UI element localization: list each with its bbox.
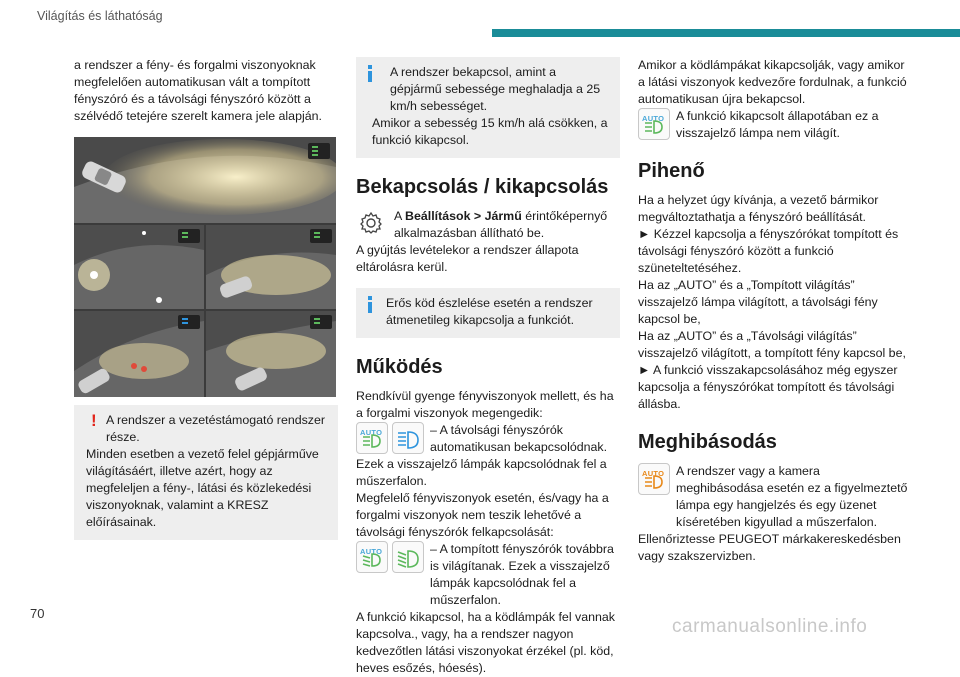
illustration-panel-5 [206,311,336,397]
settings-pre: A [394,209,406,223]
auto-fault-icon [638,463,670,495]
heading-operation: Működés [356,356,443,378]
auto-lamp-off-icon [638,108,670,140]
auto-label: AUTO [642,469,665,478]
fog-off-text: A funkció kikapcsol, ha a ködlámpák fel vannak kapcsolva., vagy, ha a rendszer nagyon kedvezőtlen látási viszonyokat érzékel (pl. köd, heves esőzés, hóesés). [356,610,615,675]
intro-paragraph: a rendszer a fény- és forgalmi viszonyoknak megfelelően automatikusan vált a tompított fényszóró és a távolsági fényszóró között a szélvédő tetejére szerelt kamera jele alapján. [74,58,322,123]
low-beam-intro: Megfelelő fényviszonyok esetén, és/vagy ha a forgalmi viszonyok nem teszik lehetővé a távolsági fényszórók felkapcsolását: [356,491,609,539]
warning-first-line: A rendszer a vezetéstámogató rendszer része. [106,413,326,444]
fault-first: A rendszer vagy a kamera meghibásodása esetén ez a figyelmeztető lámpa egy hangjelzés és egy üzenet kíséretében kigyullad a műszerfalon. [676,464,908,529]
info-speed-off: Amikor a sebesség 15 km/h alá csökken, a funkció kikapcsol. [372,116,608,147]
page-header-title: Világítás és láthatóság [37,9,163,23]
info-box-fog [356,288,620,338]
info-icon [368,296,372,313]
low-beam-icon [392,541,424,573]
pause-p2: ► Kézzel kapcsolja a fényszórókat tompított és távolsági fényszóró között a funkció szüneteltetéséhez. [638,227,899,275]
fault-row [638,463,908,531]
heading-fault: Meghibásodás [638,431,777,453]
warning-box [74,405,338,540]
fog-return-text: Amikor a ködlámpákat kikapcsolják, vagy amikor a látási viszonyok kedvezőre fordulnak, a funkció automatikusan újra bekapcsol. [638,58,907,106]
pause-p1: Ha a helyzet úgy kívánja, a vezető bármikor megváltoztathatja a fényszóró beállítását. [638,193,879,224]
warning-icon: ! [91,411,97,430]
heading-pause: Pihenő [638,160,705,182]
ignition-text: A gyújtás levételekor a rendszer állapota eltárolásra kerül. [356,243,579,274]
low-beam-text: – A tompított fényszórók továbbra is világítanak. Ezek a visszajelző lámpák kapcsolódnak fel a műszerfalon. [430,542,614,607]
illustration-panel-2 [74,225,204,309]
auto-label: AUTO [360,547,383,556]
info-speed-on: A rendszer bekapcsol, amint a gépjármű sebessége meghaladja a 25 km/h sebességet. [390,65,601,113]
low-beam-row [356,541,620,609]
warning-text: Minden esetben a vezető felel gépjárműve világításáért, illetve azért, hogy az megfeleljen a fény-, látási és közlekedési viszonyoknak, valamint a KRESZ előírásainak. [86,447,319,529]
settings-text [394,208,620,242]
settings-post: érintőképernyő alkalmazásban állítható be. [394,209,608,240]
pause-p5: ► A funkció visszakapcsolásához még egyszer kapcsolja a fényszórókat tompított és távolsági állásba. [638,363,898,411]
off-state-text: A funkció kikapcsolt állapotában ez a visszajelző lámpa nem világít. [676,109,879,140]
high-beam-icon [392,422,424,454]
auto-label: AUTO [360,428,383,437]
middle-column [356,57,620,677]
right-column [638,57,908,565]
header-accent-bar [492,29,960,37]
off-state-row [638,108,908,142]
pause-p3: Ha az „AUTO” és a „Tompított világítás” visszajelző lámpa világított, a távolsági fény kapcsol be, [638,278,878,326]
operation-intro: Rendkívül gyenge fényviszonyok mellett, és ha a forgalmi viszonyok megengedik: [356,389,614,420]
high-beam-row [356,422,620,456]
road-scene-3 [206,225,336,309]
gear-icon [356,208,388,238]
info-fog-text: Erős köd észlelése esetén a rendszer átmenetileg kikapcsolja a funkciót. [386,296,593,327]
info-icon [368,65,372,82]
info-box-speed [356,57,620,158]
road-scene-5 [206,311,336,397]
auto-high-beam-icon [356,422,388,454]
heading-activation: Bekapcsolás / kikapcsolás [356,176,609,198]
left-column [74,57,338,540]
illustration-panel-4 [74,311,204,397]
auto-label: AUTO [642,114,665,123]
road-scene-2 [74,225,204,309]
settings-path: Beállítások > Jármű [405,209,522,223]
high-beam-after: Ezek a visszajelző lámpák kapcsolódnak fel a műszerfalon. [356,457,607,488]
auto-low-beam-icon [356,541,388,573]
watermark: carmanualsonline.info [672,616,868,637]
fault-second: Ellenőriztesse PEUGEOT márkakereskedésben vagy szakszervizben. [638,532,901,563]
road-scene-4 [74,311,204,397]
road-scene-main [74,137,336,223]
headlight-illustration [74,137,336,397]
high-beam-text: – A távolsági fényszórók automatikusan bekapcsolódnak. [430,423,608,454]
page-number: 70 [30,606,45,621]
illustration-panel-main [74,137,336,223]
settings-row [356,208,620,242]
illustration-panel-3 [206,225,336,309]
pause-p4: Ha az „AUTO” és a „Távolsági világítás” visszajelző világított, a tompított fény kapcsol be, [638,329,906,360]
